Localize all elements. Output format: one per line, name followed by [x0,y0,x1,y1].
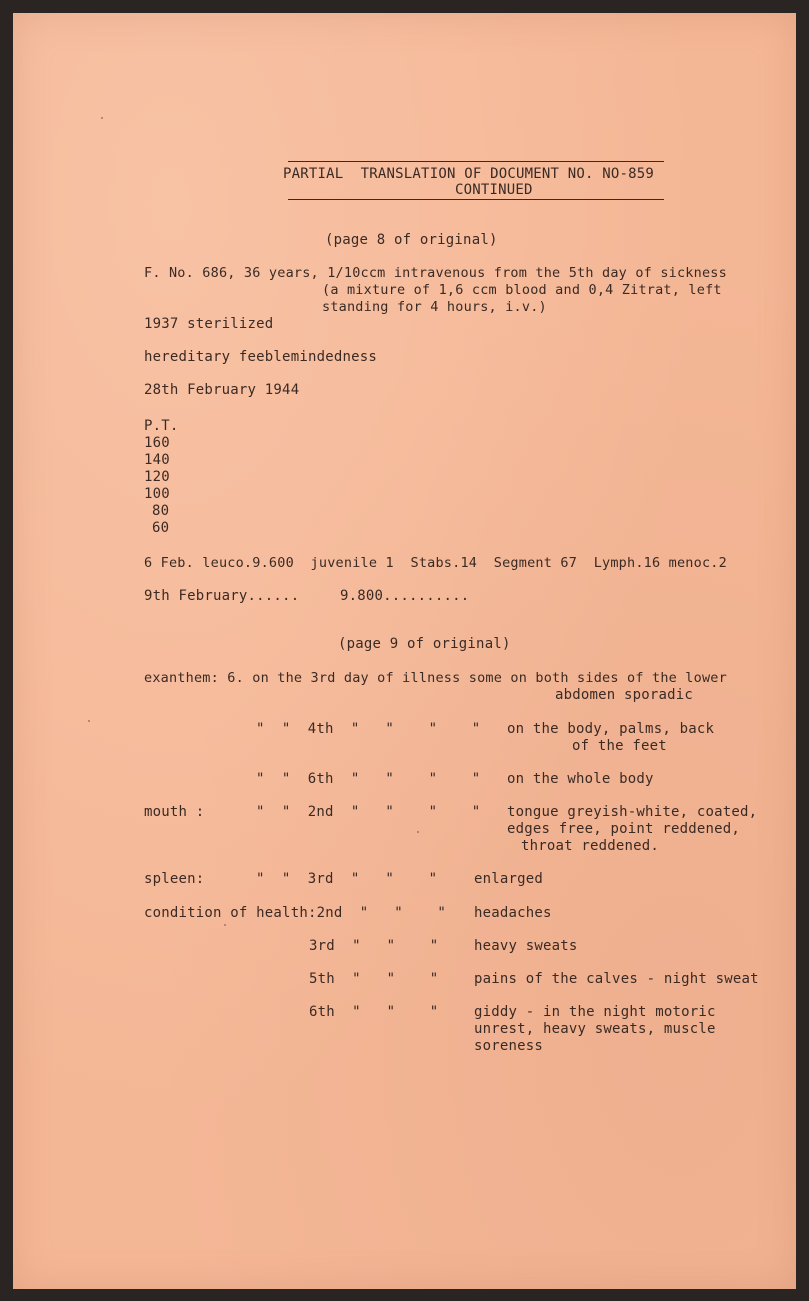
pt-value: 80 [152,503,170,519]
paper-speck [224,924,226,926]
health-label: condition of health:2nd " " " [144,905,447,921]
record-date: 28th February 1944 [144,382,300,398]
document-title-continued: CONTINUED [455,182,533,198]
finding-text: headaches [474,905,552,921]
pt-value: 120 [144,469,170,485]
case-line-2: (a mixture of 1,6 ccm blood and 0,4 Zitrat, left [322,282,722,298]
ditto-row: " " 4th " " " " [256,721,481,737]
finding-text: enlarged [474,871,544,887]
ditto-row: " " 3rd " " " [256,871,438,887]
mouth-label: mouth : [144,804,205,820]
paper-speck [101,117,103,119]
exanthem-line-cont: abdomen sporadic [555,687,694,703]
finding-text: on the whole body [507,771,654,787]
header-rule-top [288,161,664,162]
ditto-row: " " 6th " " " " [256,771,481,787]
ditto-row: 3rd " " " [309,938,439,954]
finding-text: pains of the calves - night sweat [474,971,759,987]
document-page [13,13,796,1289]
pt-value: 140 [144,452,170,468]
finding-text: tongue greyish-white, coated, [507,804,758,820]
pt-value: 60 [152,520,170,536]
case-line-1: F. No. 686, 36 years, 1/10ccm intravenous from the 5th day of sickness [144,265,727,281]
page-marker-8: (page 8 of original) [325,232,498,248]
blood-count-date-2: 9th February...... [144,588,300,604]
ditto-row: 5th " " " [309,971,439,987]
finding-text: unrest, heavy sweats, muscle [474,1021,716,1037]
paper-speck [417,831,419,833]
case-line-3: standing for 4 hours, i.v.) [322,299,547,315]
ditto-row: 6th " " " [309,1004,439,1020]
finding-text: soreness [474,1038,544,1054]
finding-text: throat reddened. [521,838,660,854]
diagnosis: hereditary feeblemindedness [144,349,377,365]
spleen-label: spleen: [144,871,205,887]
pt-value: 100 [144,486,170,502]
finding-text: edges free, point reddened, [507,821,740,837]
exanthem-line: exanthem: 6. on the 3rd day of illness some on both sides of the lower [144,670,727,686]
header-rule-bottom [288,199,664,200]
paper-speck [88,720,90,722]
finding-text: on the body, palms, back [507,721,715,737]
blood-count-value-2: 9.800.......... [340,588,470,604]
finding-text: of the feet [572,738,667,754]
ditto-row: " " 2nd " " " " [256,804,481,820]
sterilized-note: 1937 sterilized [144,316,274,332]
page-marker-9: (page 9 of original) [338,636,511,652]
blood-count-line: 6 Feb. leuco.9.600 juvenile 1 Stabs.14 Segment 67 Lymph.16 menoc.2 [144,555,727,571]
pt-value: 160 [144,435,170,451]
document-title: PARTIAL TRANSLATION OF DOCUMENT NO. NO-859 [283,166,655,182]
finding-text: giddy - in the night motoric [474,1004,716,1020]
pt-label: P.T. [144,418,179,434]
finding-text: heavy sweats [474,938,578,954]
